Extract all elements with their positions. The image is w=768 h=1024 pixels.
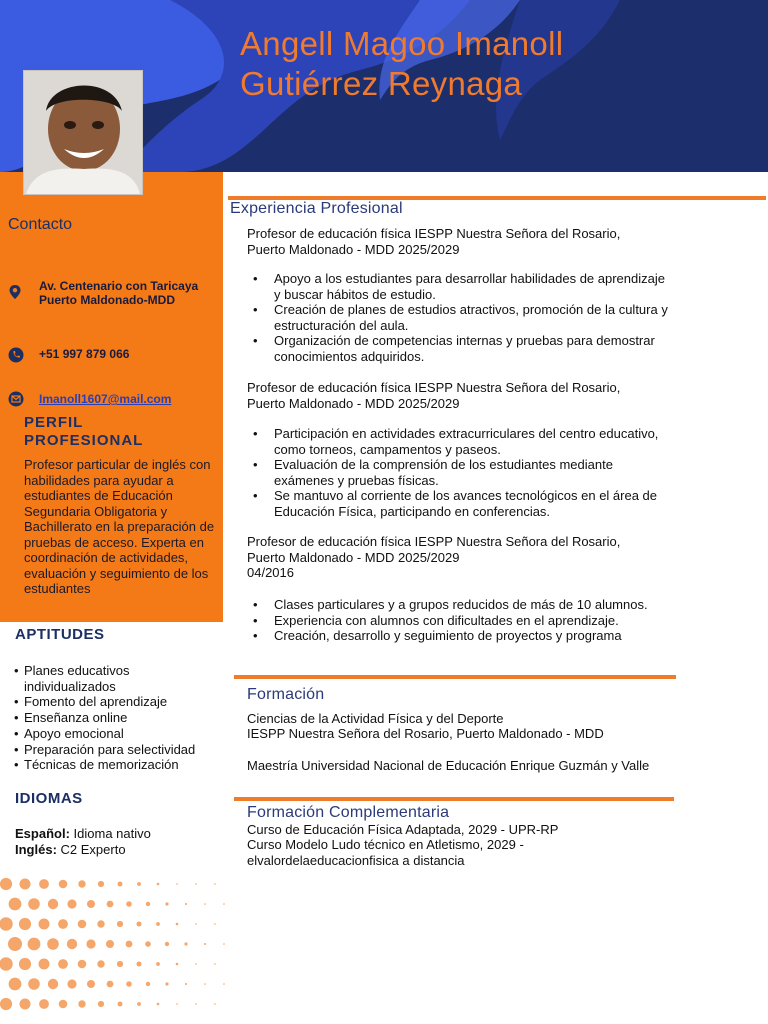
perfil-title [24,414,143,450]
decorative-dot [146,902,150,906]
decorative-dot [39,879,49,889]
name-line-2: Gutiérrez Reynaga [240,65,523,102]
decorative-dot [67,979,76,988]
decorative-dot [195,923,197,925]
language-row [15,826,151,841]
decorative-dot [185,903,187,905]
decorative-dot [156,962,160,966]
decorative-dot [9,978,22,991]
list-item: • Se mantuvo al corriente de los avances tecnológicos en el área de Educación Física, participando en conferencias. [253,488,673,519]
experiencia-title: Experiencia Profesional [230,200,403,217]
decorative-dot [176,1003,178,1005]
list-item: • Creación, desarrollo y seguimiento de proyectos y programa [253,628,673,644]
decorative-dot [157,1003,160,1006]
address-line-1: Av. Centenario con Taricaya [39,279,199,293]
decorative-dot [117,921,123,927]
language-level: Idioma nativo [73,826,151,841]
decorative-dot [28,938,41,951]
decorative-dot [214,883,216,885]
decorative-dot [223,943,225,945]
list-item: • Fomento del aprendizaje [14,694,224,710]
job-heading: Profesor de educación física IESPP Nuestra Señora del Rosario, Puerto Maldonado - MDD 2025/2029 [247,226,621,257]
list-item: • Apoyo emocional [14,726,224,742]
decorative-dot [126,941,133,948]
decorative-dot [48,899,58,909]
profile-photo [24,71,142,194]
decorative-dot [58,959,68,969]
decorative-dot [39,999,49,1009]
contact-address [39,279,198,307]
decorative-dot [39,959,50,970]
candidate-name [240,24,563,104]
job-bullets [253,271,673,364]
decorative-dot [195,1003,197,1005]
decorative-dot [223,983,225,985]
perfil-title-line-1: PERFIL [24,414,84,431]
decorative-dot [117,961,123,967]
decorative-dot [0,957,13,970]
decorative-dot [67,899,76,908]
divider [234,797,674,801]
decorative-dot [78,920,87,929]
decorative-dot [87,900,95,908]
language-name: Inglés: [15,842,57,857]
decorative-dot [214,963,216,965]
job-heading: Profesor de educación física IESPP Nuestra Señora del Rosario, Puerto Maldonado - MDD 2025/2029 04/2016 [247,534,621,580]
decorative-dot [87,980,95,988]
list-item: • Evaluación de la comprensión de los estudiantes mediante exámenes y pruebas físicas. [253,457,673,488]
decorative-dot [223,903,225,905]
decorative-dot [195,963,197,965]
mail-icon [8,391,24,407]
decorative-dot [107,981,114,988]
decorative-dot [176,883,178,885]
decorative-dot [204,943,206,945]
language-row [15,842,126,857]
perfil-title-line-2: PROFESIONAL [24,432,144,449]
formacion-line-3: Maestría Universidad Nacional de Educación Enrique Guzmán y Valle [247,758,650,773]
address-line-2: Puerto Maldonado-MDD [39,293,175,307]
decorative-dot [156,922,160,926]
decorative-dot [86,939,95,948]
decorative-dot [28,898,40,910]
decorative-dot [165,942,169,946]
decorative-dot [47,938,59,950]
decorative-dot [214,923,216,925]
contact-phone: +51 997 879 066 [39,347,130,361]
decorative-dot [19,958,31,970]
decorative-dot [0,917,13,930]
contact-email[interactable] [39,392,171,406]
decorative-dot [184,942,187,945]
list-item: • Planes educativos individualizados [14,663,224,694]
decorative-dot [118,1002,123,1007]
aptitudes-title: APTITUDES [15,626,105,643]
decorative-dot [98,1001,104,1007]
list-item: • Clases particulares y a grupos reducidos de más de 10 alumnos. [253,597,673,613]
decorative-dot [214,1003,216,1005]
decorative-dot [126,981,132,987]
decorative-dot [19,918,31,930]
decorative-dot [145,941,151,947]
decorative-dot [98,881,104,887]
list-item: • Técnicas de memorización [14,757,224,773]
decorative-dot [0,998,12,1010]
idiomas-title: IDIOMAS [15,790,83,807]
decorative-dot [59,1000,68,1009]
decorative-dots [0,872,230,1024]
decorative-dot [137,1002,141,1006]
list-item: • Creación de planes de estudios atractivos, promoción de la cultura y estructuración del aula. [253,302,673,333]
complementaria-line-2: Curso Modelo Ludo técnico en Atletismo, 2029 - elvalordelaeducacionfisica a distancia [247,837,524,868]
phone-icon [8,347,24,363]
decorative-dot [185,983,187,985]
decorative-dot [48,979,58,989]
decorative-dot [146,982,150,986]
contact-title: Contacto [8,216,73,233]
aptitudes-list [14,663,224,773]
job-bullets [253,597,673,644]
decorative-dot [78,880,85,887]
decorative-dot [165,902,168,905]
decorative-dot [107,901,114,908]
decorative-dot [39,919,50,930]
decorative-dot [176,923,179,926]
formacion-line-2: IESPP Nuestra Señora del Rosario, Puerto Maldonado - MDD [247,726,604,741]
decorative-dot [78,960,87,969]
email-link[interactable]: Imanoll1607@mail.com [39,392,172,406]
decorative-dot [126,901,132,907]
decorative-dot [97,920,104,927]
divider [234,675,676,679]
decorative-dot [9,898,22,911]
decorative-dot [67,939,77,949]
decorative-dot [195,883,197,885]
decorative-dot [0,878,12,890]
language-level: C2 Experto [60,842,126,857]
formacion-title: Formación [247,686,325,703]
name-line-1: Angell Magoo Imanoll [240,25,564,62]
list-item: • Experiencia con alumnos con dificultades en el aprendizaje. [253,613,673,629]
job-heading: Profesor de educación física IESPP Nuestra Señora del Rosario, Puerto Maldonado - MDD 2025/2029 [247,380,621,411]
decorative-dot [165,982,168,985]
decorative-dot [106,940,114,948]
decorative-dot [78,1000,85,1007]
list-item: • Participación en actividades extracurriculares del centro educativo, como torneos, campamentos y paseos. [253,426,673,457]
complementaria-line-1: Curso de Educación Física Adaptada, 2029 - UPR-RP [247,822,559,837]
list-item: • Enseñanza online [14,710,224,726]
decorative-dot [204,903,206,905]
decorative-dot [20,999,31,1010]
perfil-text: Profesor particular de inglés con habilidades para ayudar a estudiantes de Educación Segundaria Obligatoria y Bachillerato en la preparación de pruebas de acceso. Experta en coordinación de actividades, evaluación y seguimiento de los estudiantes [24,457,215,596]
decorative-dot [176,963,179,966]
job-bullets [253,426,673,519]
complementaria-title: Formación Complementaria [247,804,450,821]
list-item: • Organización de competencias internas y pruebas para demostrar conocimientos adquiridos. [253,333,673,364]
list-item: • Apoyo a los estudiantes para desarrollar habilidades de aprendizaje y buscar hábitos de estudio. [253,271,673,302]
decorative-dot [204,983,206,985]
decorative-dot [157,883,160,886]
list-item: • Preparación para selectividad [14,742,224,758]
formacion-line-1: Ciencias de la Actividad Física y del Deporte [247,711,504,726]
decorative-dot [137,962,142,967]
decorative-dot [97,960,104,967]
language-name: Español: [15,826,70,841]
decorative-dot [8,937,22,951]
decorative-dot [137,922,142,927]
decorative-dot [137,882,141,886]
decorative-dot [59,880,68,889]
decorative-dot [118,882,123,887]
location-pin-icon [7,284,23,300]
decorative-dot [28,978,40,990]
decorative-dot [20,879,31,890]
decorative-dot [58,919,68,929]
